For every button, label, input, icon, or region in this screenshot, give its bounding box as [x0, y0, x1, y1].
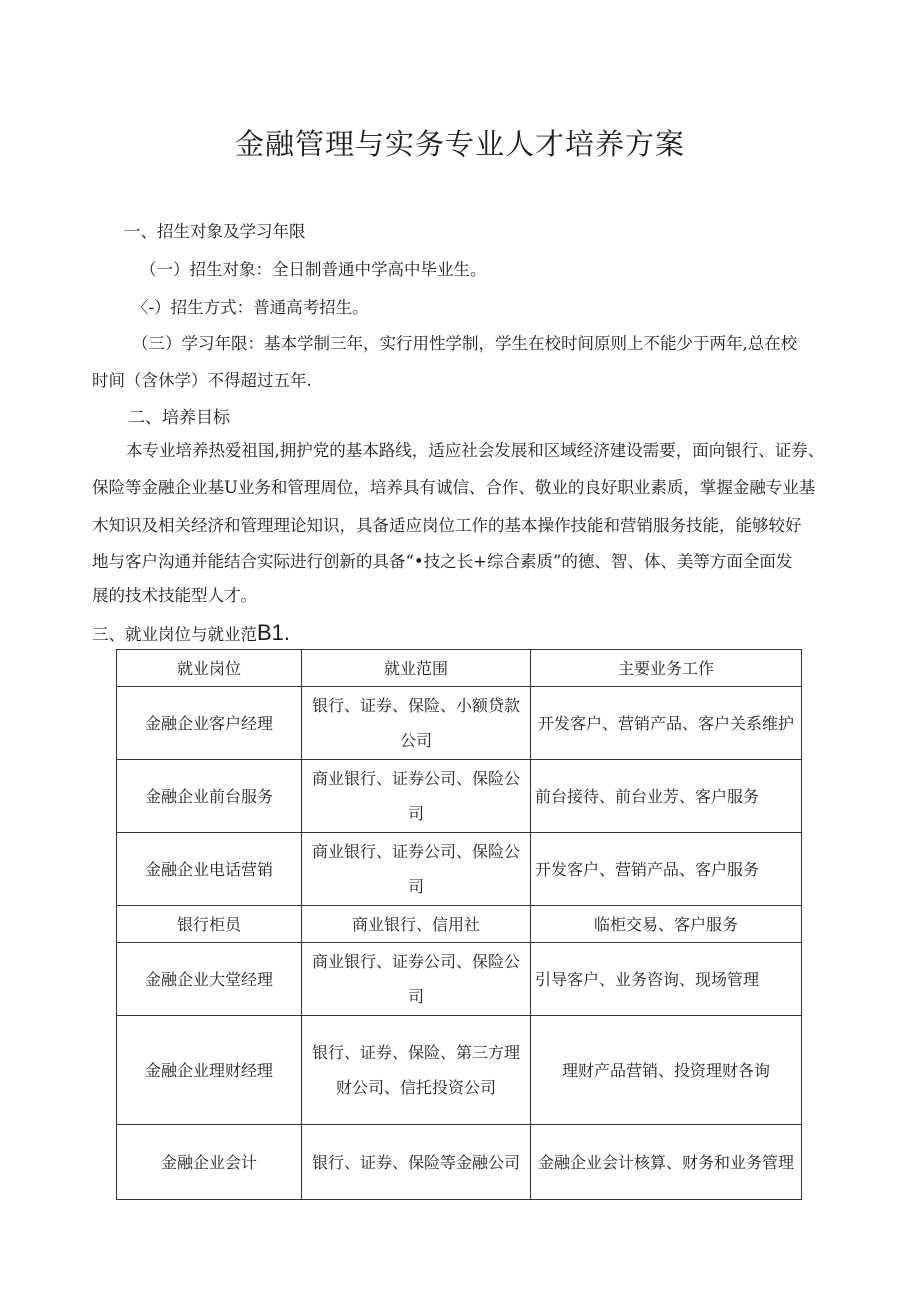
table-cell-position: 金融企业会计: [117, 1125, 302, 1200]
table-cell-position: 银行柜员: [117, 906, 302, 943]
section3-heading: [92, 620, 290, 646]
table-cell-duties: 理财产品营销、投资理财各询: [531, 1016, 802, 1125]
table-cell-duties: 开发客户、营销产品、客户关系维护: [531, 687, 802, 760]
table-cell-position: 金融企业电话营销: [117, 833, 302, 906]
section2-line: 保险等金融企业基U业务和管理周位，培养具有诚信、合作、敬业的良好职业素质，掌握金融专业基: [92, 478, 816, 497]
section1-item3-line1: （三）学习年限：基本学制三年，实行用性学制，学生在校时间原则上不能少于两年,总在校: [132, 334, 798, 353]
table-cell-scope: 商业银行、证券公司、保险公司: [302, 760, 531, 833]
document-title: 金融管理与实务专业人才培养方案: [234, 127, 685, 161]
section1-item2: 〈-）招生方式：普通高考招生。: [132, 298, 369, 317]
table-row: [117, 1016, 802, 1125]
table-cell-position: 金融企业客户经理: [117, 687, 302, 760]
table-cell-position: 金融企业前台服务: [117, 760, 302, 833]
section3-heading-text: 三、就业岗位与就业范: [92, 625, 257, 644]
table-row: [117, 687, 802, 760]
table-cell-duties: 临柜交易、客户服务: [531, 906, 802, 943]
table-header: 就业范围: [302, 650, 531, 687]
table-cell-duties: 前台接待、前台业芳、客户服务: [531, 760, 802, 833]
table-row: [117, 943, 802, 1016]
table-row: [117, 833, 802, 906]
table-header: 主要业务工作: [531, 650, 802, 687]
section1-heading: 一、招生对象及学习年限: [124, 222, 306, 241]
table-cell-position: 金融企业理财经理: [117, 1016, 302, 1125]
table-row: [117, 906, 802, 943]
table-cell-duties: 开发客户、营销产品、客户服务: [531, 833, 802, 906]
table-row: [117, 760, 802, 833]
table-cell-scope: 商业银行、证券公司、保险公司: [302, 943, 531, 1016]
table-header-row: [117, 650, 802, 687]
section1-item1: （一）招生对象：全日制普通中学高中毕业生。: [140, 260, 487, 279]
table-cell-duties: 金融企业会计核算、财务和业务管理: [531, 1125, 802, 1200]
section2-line: 展的技术技能型人才。: [92, 586, 257, 605]
section2-line: 本专业培养热爱祖国,拥护党的基本路线，适应社会发展和区域经济建设需要，面向银行、证券、: [126, 441, 825, 460]
section2-heading: 二、培养目标: [128, 408, 230, 428]
table-cell-duties: 引导客户、业务咨询、现场管理: [531, 943, 802, 1016]
table-row: [117, 1125, 802, 1200]
table-cell-scope: 银行、证券、保险等金融公司: [302, 1125, 531, 1200]
section2-line: 地与客户沟通并能结合实际进行创新的具备“•技之长+综合素质”的德、智、体、美等方面全面发: [92, 552, 793, 571]
table-header: 就业岗位: [117, 650, 302, 687]
table-cell-scope: 商业银行、信用社: [302, 906, 531, 943]
section3-heading-suffix: B1.: [257, 620, 291, 645]
employment-table: [116, 649, 802, 1200]
table-cell-scope: 银行、证券、保险、小额贷款公司: [302, 687, 531, 760]
table-cell-position: 金融企业大堂经理: [117, 943, 302, 1016]
table-cell-scope: 银行、证券、保险、第三方理财公司、信托投资公司: [302, 1016, 531, 1125]
table-cell-scope: 商业银行、证券公司、保险公司: [302, 833, 531, 906]
section2-line: 木知识及相关经济和管理理论知识，具备适应岗位工作的基本操作技能和营销服务技能，能够较好: [92, 516, 802, 535]
section1-item3-line2: 时间（含休学）不得超过五年.: [92, 371, 312, 390]
